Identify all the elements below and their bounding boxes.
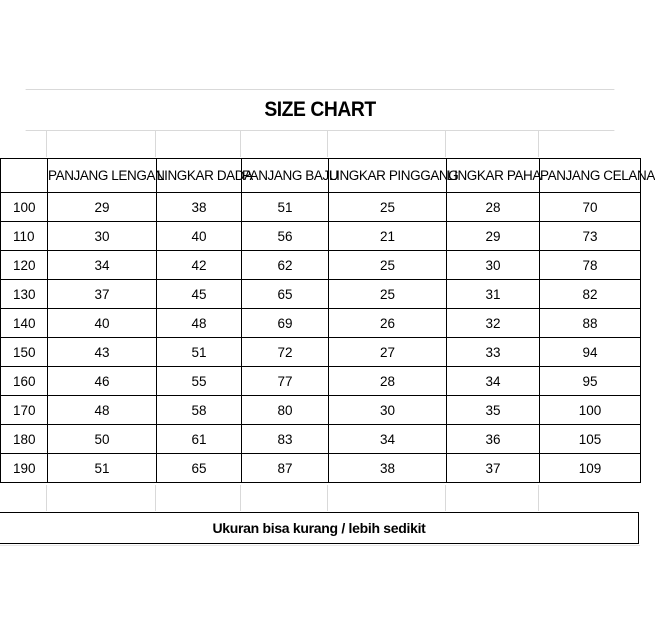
measurement-cell: 61 (157, 425, 242, 454)
size-label-cell: 180 (1, 425, 48, 454)
measurement-cell: 30 (447, 251, 540, 280)
measurement-cell: 21 (329, 222, 447, 251)
measurement-cell: 82 (540, 280, 641, 309)
measurement-cell: 48 (48, 396, 157, 425)
measurement-cell: 26 (329, 309, 447, 338)
table-header-row (1, 159, 641, 193)
size-chart-title: SIZE CHART (26, 89, 615, 131)
measurement-cell: 69 (242, 309, 329, 338)
measurement-cell: 72 (242, 338, 329, 367)
measurement-cell: 40 (48, 309, 157, 338)
measurement-cell: 83 (242, 425, 329, 454)
measurement-cell: 35 (447, 396, 540, 425)
measurement-cell: 37 (48, 280, 157, 309)
table-row (1, 280, 641, 309)
measurement-cell: 51 (48, 454, 157, 483)
table-row (1, 425, 641, 454)
header-lingkar-dada: LINGKAR DADA (157, 159, 242, 193)
measurement-cell: 58 (157, 396, 242, 425)
measurement-cell: 38 (329, 454, 447, 483)
measurement-cell: 34 (447, 367, 540, 396)
measurement-cell: 29 (447, 222, 540, 251)
measurement-cell: 28 (329, 367, 447, 396)
measurement-cell: 46 (48, 367, 157, 396)
measurement-cell: 36 (447, 425, 540, 454)
header-lingkar-paha: LINGKAR PAHA (447, 159, 540, 193)
table-row (1, 193, 641, 222)
measurement-cell: 50 (48, 425, 157, 454)
size-label-cell: 130 (1, 280, 48, 309)
table-row (1, 367, 641, 396)
measurement-cell: 109 (540, 454, 641, 483)
measurement-cell: 34 (329, 425, 447, 454)
size-label-cell: 100 (1, 193, 48, 222)
measurement-cell: 65 (242, 280, 329, 309)
measurement-cell: 40 (157, 222, 242, 251)
header-panjang-lengan: PANJANG LENGAN (48, 159, 157, 193)
measurement-cell: 87 (242, 454, 329, 483)
measurement-cell: 56 (242, 222, 329, 251)
table-row (1, 222, 641, 251)
measurement-cell: 30 (48, 222, 157, 251)
measurement-cell: 30 (329, 396, 447, 425)
table-row (1, 396, 641, 425)
measurement-cell: 94 (540, 338, 641, 367)
measurement-cell: 51 (157, 338, 242, 367)
header-size (1, 159, 48, 193)
measurement-cell: 78 (540, 251, 641, 280)
measurement-cell: 37 (447, 454, 540, 483)
size-label-cell: 140 (1, 309, 48, 338)
header-panjang-celana: PANJANG CELANA (540, 159, 641, 193)
measurement-cell: 51 (242, 193, 329, 222)
measurement-cell: 32 (447, 309, 540, 338)
table-row (1, 338, 641, 367)
header-lingkar-pinggang: LINGKAR PINGGANG (329, 159, 447, 193)
measurement-cell: 28 (447, 193, 540, 222)
measurement-cell: 77 (242, 367, 329, 396)
blank-row-top (0, 130, 640, 157)
measurement-cell: 33 (447, 338, 540, 367)
measurement-cell: 105 (540, 425, 641, 454)
blank-row-bottom (0, 485, 640, 511)
measurement-cell: 62 (242, 251, 329, 280)
size-table (0, 158, 655, 483)
measurement-cell: 48 (157, 309, 242, 338)
table-row (1, 454, 641, 483)
size-label-cell: 150 (1, 338, 48, 367)
measurement-cell: 73 (540, 222, 641, 251)
measurement-cell: 42 (157, 251, 242, 280)
size-label-cell: 110 (1, 222, 48, 251)
measurement-cell: 80 (242, 396, 329, 425)
size-label-cell: 190 (1, 454, 48, 483)
measurement-cell: 100 (540, 396, 641, 425)
size-label-cell: 170 (1, 396, 48, 425)
table-row (1, 251, 641, 280)
measurement-cell: 45 (157, 280, 242, 309)
grid-divider (0, 545, 640, 546)
measurement-cell: 38 (157, 193, 242, 222)
measurement-cell: 31 (447, 280, 540, 309)
size-note: Ukuran bisa kurang / lebih sedikit (0, 512, 639, 544)
measurement-cell: 25 (329, 280, 447, 309)
size-label-cell: 120 (1, 251, 48, 280)
measurement-cell: 55 (157, 367, 242, 396)
measurement-cell: 29 (48, 193, 157, 222)
measurement-cell: 65 (157, 454, 242, 483)
size-label-cell: 160 (1, 367, 48, 396)
measurement-cell: 25 (329, 193, 447, 222)
measurement-cell: 34 (48, 251, 157, 280)
measurement-cell: 43 (48, 338, 157, 367)
measurement-cell: 95 (540, 367, 641, 396)
measurement-cell: 88 (540, 309, 641, 338)
table-body (1, 193, 641, 483)
table-row (1, 309, 641, 338)
measurement-cell: 25 (329, 251, 447, 280)
header-panjang-baju: PANJANG BAJU (242, 159, 329, 193)
measurement-cell: 27 (329, 338, 447, 367)
measurement-cell: 70 (540, 193, 641, 222)
